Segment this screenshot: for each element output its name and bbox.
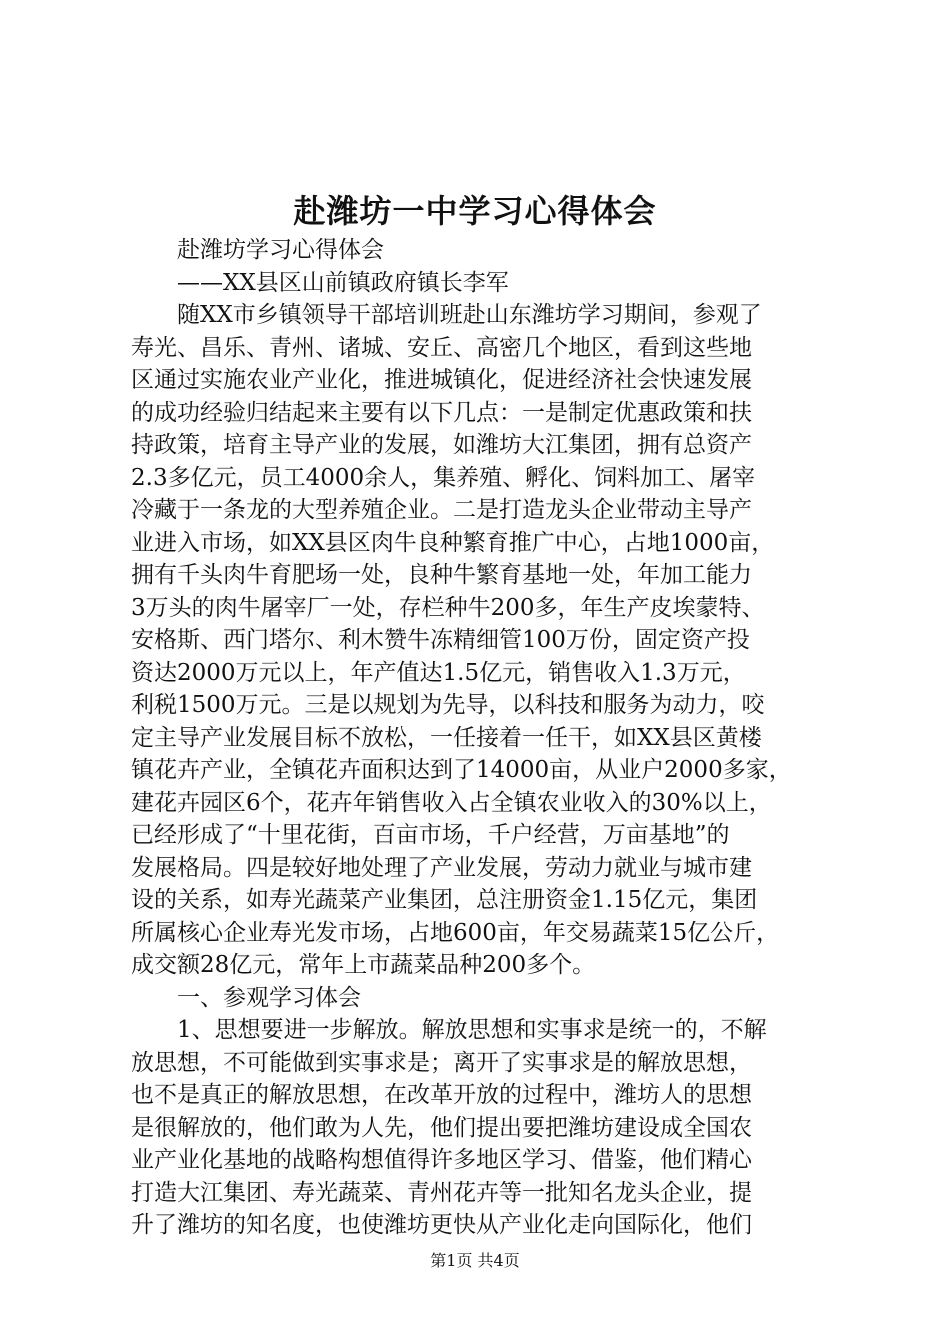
text-line: 是很解放的，他们敢为人先，他们提出要把潍坊建设成全国农: [131, 1114, 752, 1141]
text-line: ——XX县区山前镇政府镇长李军: [177, 269, 509, 296]
text-line: 定主导产业发展目标不放松，一任接着一任干，如XX县区黄楼: [131, 724, 762, 751]
text-line: 建花卉园区6个，花卉年销售收入占全镇农业收入的30%以上，: [131, 789, 772, 816]
page-footer: 第1页 共4页: [430, 1251, 520, 1270]
text-line: 镇花卉产业，全镇花卉面积达到了14000亩，从业户2000多家，: [131, 757, 792, 783]
text-line: 随XX市乡镇领导干部培训班赴山东潍坊学习期间，参观了: [177, 302, 762, 328]
text-line: 已经形成了“十里花街，百亩市场，千户经营，万亩基地”的: [131, 822, 730, 848]
text-line: 寿光、昌乐、青州、诸城、安丘、高密几个地区，看到这些地: [131, 334, 752, 361]
text-line: 2.3多亿元，员工4000余人，集养殖、孵化、饲料加工、屠宰: [131, 464, 756, 491]
text-line: 利税1500万元。三是以规划为先导，以科技和服务为动力，咬: [131, 692, 765, 718]
text-line: 持政策，培育主导产业的发展，如潍坊大江集团，拥有总资产: [131, 432, 752, 458]
text-line: 也不是真正的解放思想，在改革开放的过程中，潍坊人的思想: [131, 1082, 752, 1108]
text-line: 业产业化基地的战略构想值得许多地区学习、借鉴，他们精心: [131, 1147, 752, 1173]
text-line: 放思想，不可能做到实事求是；离开了实事求是的解放思想，: [131, 1049, 752, 1076]
text-line: 成交额28亿元，常年上市蔬菜品种200多个。: [131, 952, 596, 978]
document-title: 赴潍坊一中学习心得体会: [293, 192, 657, 230]
text-line: 打造大江集团、寿光蔬菜、青州花卉等一批知名龙头企业，提: [131, 1179, 752, 1206]
text-line: 所属核心企业寿光发市场，占地600亩，年交易蔬菜15亿公斤，: [131, 919, 780, 946]
document-body: [131, 234, 831, 1242]
text-line: 安格斯、西门塔尔、利木赞牛冻精细管100万份，固定资产投: [131, 627, 750, 653]
text-line: 拥有千头肉牛育肥场一处，良种牛繁育基地一处，年加工能力: [131, 562, 752, 588]
text-line: 赴潍坊学习心得体会: [177, 237, 384, 263]
text-line: 的成功经验归结起来主要有以下几点：一是制定优惠政策和扶: [131, 399, 752, 426]
text-line: 一、参观学习体会: [177, 984, 361, 1011]
text-line: 设的关系，如寿光蔬菜产业集团，总注册资金1.15亿元，集团: [131, 887, 758, 913]
text-line: 冷藏于一条龙的大型养殖企业。二是打造龙头企业带动主导产: [131, 497, 752, 523]
text-line: 区通过实施农业产业化，推进城镇化，促进经济社会快速发展: [131, 367, 752, 393]
text-line: 业进入市场，如XX县区肉牛良种繁育推广中心，占地1000亩，: [131, 529, 775, 556]
text-line: 发展格局。四是较好地处理了产业发展，劳动力就业与城市建: [131, 854, 752, 881]
text-line: 升了潍坊的知名度，也使潍坊更快从产业化走向国际化，他们: [131, 1212, 752, 1238]
text-line: 1、思想要进一步解放。解放思想和实事求是统一的，不解: [177, 1017, 767, 1043]
text-line: 资达2000万元以上，年产值达1.5亿元，销售收入1.3万元，: [131, 659, 746, 686]
text-line: 3万头的肉牛屠宰厂一处，存栏种牛200多，年生产皮埃蒙特、: [131, 594, 765, 621]
